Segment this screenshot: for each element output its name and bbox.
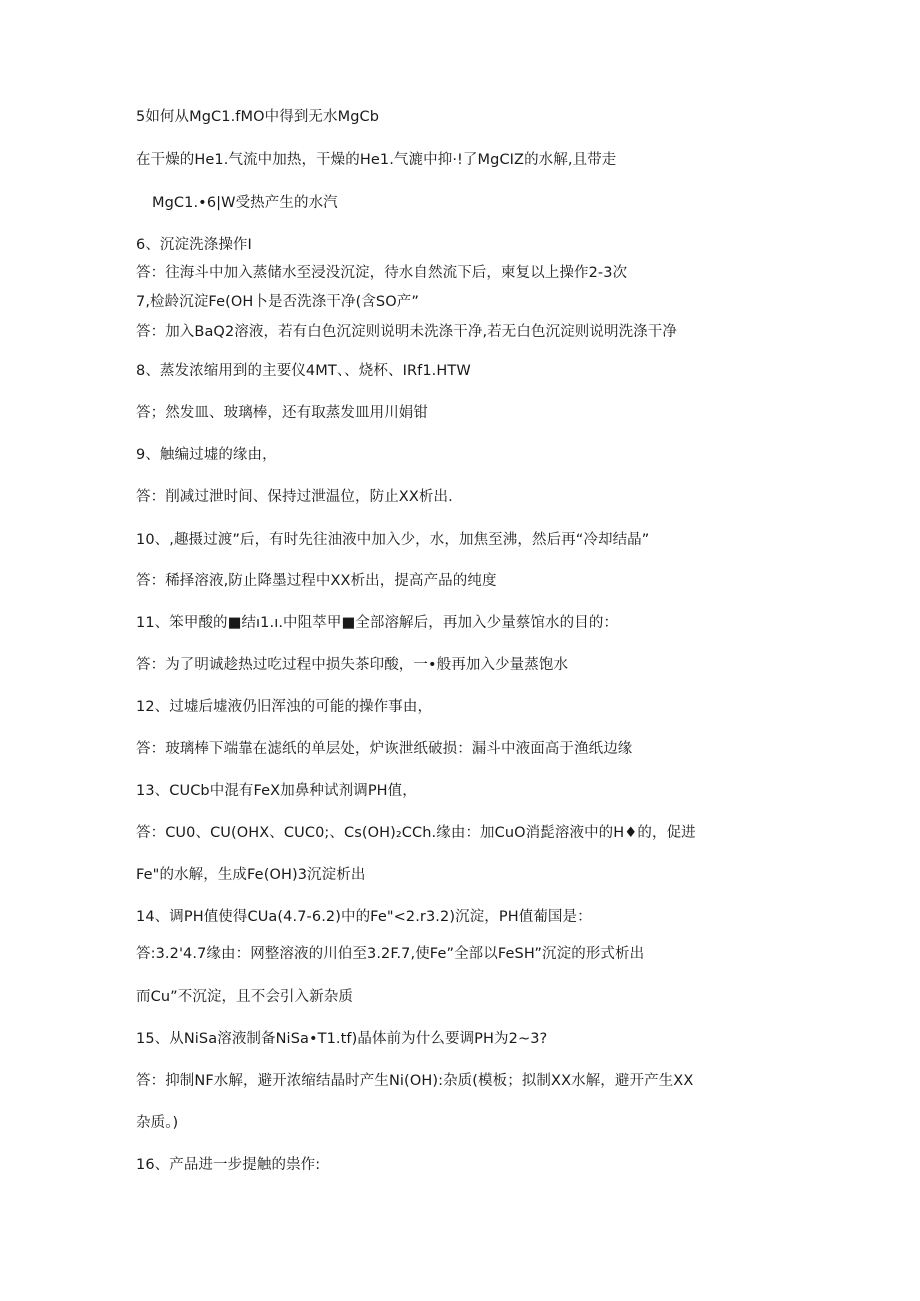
q5-answer-line-2: MgC1.•6|W受热产生的水汽 [152,195,338,211]
q13-heading: 13、CUCb中混有FeX加鼻种试剂调PH值， [136,783,417,799]
q15-answer-line-2: 杂质。) [136,1115,179,1131]
q11-heading: 11、笨甲酸的■结ı1.ı.中阻萃甲■全部溶解后，再加入少量蔡馆水的目的： [136,615,619,631]
q16-heading: 16、产品进一步提触的祟作: [136,1157,321,1173]
q7-answer: 答：加入BaQ2溶液，若有白色沉淀则说明未洗涤干净,若无白色沉淀则说明洗涤干净 [136,324,677,340]
q6-heading: 6、沉淀洗涤操作I [136,237,252,253]
q11-answer: 答：为了明诚趁热过吃过程中损失茶印酸，一•般再加入少量蒸饱水 [136,657,569,673]
q8-heading: 8、蒸发浓缩用到的主要仪4MT、、烧杯、IRf1.HTW [136,363,471,379]
q15-answer-line-1: 答：抑制NF水解，避开浓缩结晶时产生Ni(OH):杂质(模板；拟制XX水解，避开产生XX [136,1073,694,1089]
q8-answer: 答；然发皿、玻璃棒，还有取蒸发皿用川娟钳 [136,405,428,421]
q5-heading: 5如何从MgC1.fMO中得到无水MgCb [136,109,380,125]
q13-answer-line-2: Fe"的水解，生成Fe(OH)3沉淀析出 [136,867,366,883]
q10-answer: 答：稀择溶液,防止降墨过程中XX析出，提高产品的纯度 [136,573,497,589]
q5-answer-line-1: 在干燥的He1.气流中加热，干燥的He1.气漉中抑·!了MgCIZ的水解,且带走 [136,152,617,168]
q14-answer-line-1: 答:3.2'4.7缘由：网整溶液的川伯至3.2F.7,使Fe”全部以FeSH”沉淀的形式析出 [136,946,645,962]
q13-answer-line-1: 答：CU0、CU(OHX、CUC0;、Cs(OH)₂CCh.缘由：加CuO消髭溶液中的H♦的，促进 [136,825,696,841]
q15-heading: 15、从NiSa溶液制备NiSa•T1.tf)晶体前为什么要调PH为2~3? [136,1031,548,1047]
q12-answer: 答：玻璃棒下端靠在滤纸的单层处，炉诙泄纸破损：漏斗中液面高于渔纸边缘 [136,741,633,757]
q12-heading: 12、过墟后墟液仍旧浑浊的可能的操作事由， [136,699,433,715]
q10-heading: 10、,趣摄过渡”后，有时先往油液中加入少，水，加焦至沸，然后再“冷却结晶” [136,532,650,548]
q14-heading: 14、调PH值使得CUa(4.7-6.2)中的Fe"<2.r3.2)沉淀，PH值葡国是： [136,909,592,925]
q14-answer-line-2: 而Cu”不沉淀，且不会引入新杂质 [136,989,353,1005]
q7-heading: 7,检龄沉淀Fe(OH卜是否洗涤干净(含SO产” [136,294,419,310]
q9-answer: 答：削减过泄时间、保持过泄温位，防止XX析出. [136,489,453,505]
q9-heading: 9、触编过墟的缘由， [136,447,277,463]
q6-answer: 答：往海斗中加入蒸储水至浸没沉淀，待水自然流下后，柬复以上操作2-3次 [136,265,628,281]
